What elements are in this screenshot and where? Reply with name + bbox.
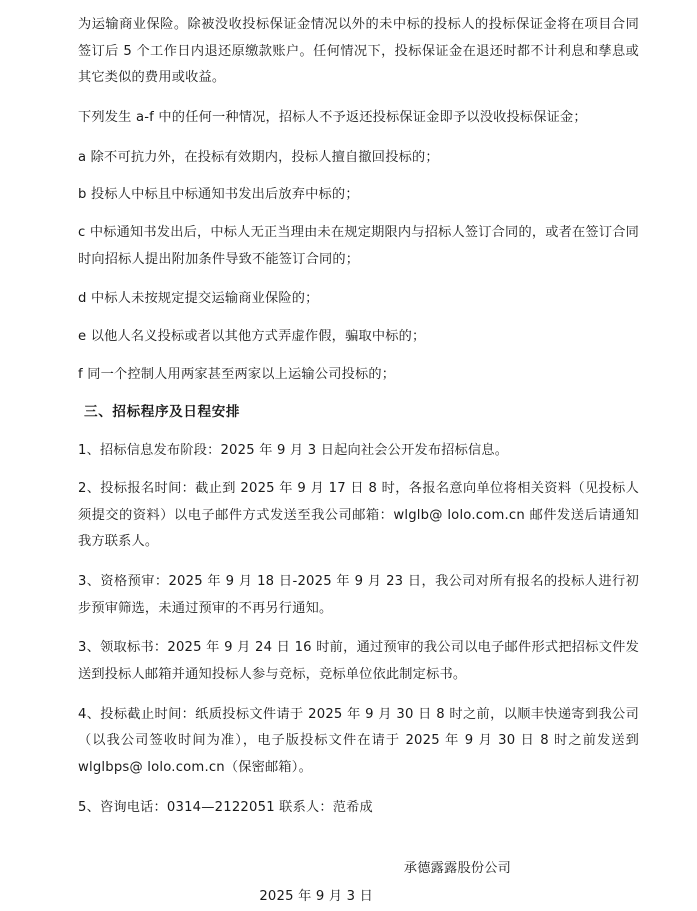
paragraph-forfeit-intro: 下列发生 a-f 中的任何一种情况，招标人不予返还投标保证金即予以没收投标保证金； [78,109,587,125]
paragraph-item-e: e 以他人名义投标或者以其他方式弄虚作假，骗取中标的； [78,328,426,344]
signature-company: 承德露露股份公司 [403,861,511,877]
section-heading-bidding-procedure: 三、招标程序及日程安排 [84,404,241,421]
paragraph-insurance-deposit: 为运输商业保险。除被没收投标保证金情况以外的未中标的投标人的投标保证金将在项目合同签订后 5 个工作日内退还原缴款账户。任何情况下，投标保证金在退还时都不计利息和孳息或其它类似的费用或收益。 [78,17,639,86]
paragraph-item-c: c 中标通知书发出后，中标人无正当理由未在规定期限内与招标人签订合同的，或者在签订合同时向招标人提出附加条件导致不能签订合同的； [78,224,639,267]
signature-date: 2025 年 9 月 3 日 [259,889,373,904]
schedule-item-document-collection: 3、领取标书：2025 年 9 月 24 日 16 时前，通过预审的我公司以电子邮件形式把招标文件发送到投标人邮箱并通知投标人参与竞标，竞标单位依此制定标书。 [78,640,639,682]
paragraph-item-b: b 投标人中标且中标通知书发出后放弃中标的； [78,187,359,203]
paragraph-item-f: f 同一个控制人用两家甚至两家以上运输公司投标的； [78,366,396,382]
schedule-item-contact: 5、咨询电话：0314—2122051 联系人：范希成 [78,799,373,815]
paragraph-item-a: a 除不可抗力外，在投标有效期内，投标人擅自撤回投标的； [78,149,439,165]
schedule-item-prequalification: 3、资格预审：2025 年 9 月 18 日-2025 年 9 月 23 日，我公司对所有报名的投标人进行初步预审筛选，未通过预审的不再另行通知。 [78,574,639,616]
signature-block [78,855,639,910]
paragraph-item-d: d 中标人未按规定提交运输商业保险的； [78,291,319,307]
schedule-item-announcement: 1、招标信息发布阶段：2025 年 9 月 3 日起向社会公开发布招标信息。 [78,443,509,459]
schedule-item-registration: 2、投标报名时间：截止到 2025 年 9 月 17 日 8 时，各报名意向单位将相关资料（见投标人须提交的资料）以电子邮件方式发送至我公司邮箱：wlglb@ lolo.com.cn 邮件发送后请通知我方联系人。 [78,481,639,550]
schedule-item-bid-deadline: 4、投标截止时间：纸质投标文件请于 2025 年 9 月 30 日 8 时之前，以顺丰快递寄到我公司（以我公司签收时间为准），电子版投标文件在请于 2025 年 9 月 30 日 8 时之前发送到 wlglbps@ lolo.com.cn（保密邮箱）。 [78,706,639,775]
